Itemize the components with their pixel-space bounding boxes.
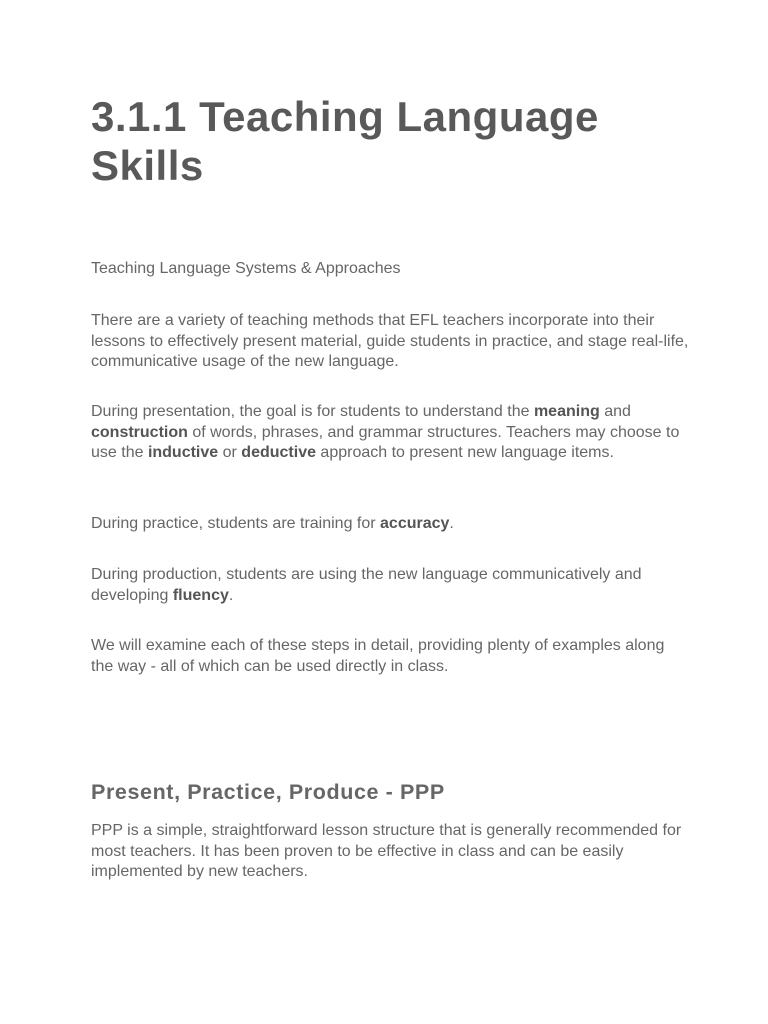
presentation-text: and (599, 403, 631, 420)
section-heading: Present, Practice, Produce - PPP (91, 780, 445, 804)
page-title: 3.1.1 Teaching Language Skills (91, 93, 599, 189)
term-inductive: inductive (147, 444, 219, 461)
term-accuracy: accuracy (380, 515, 450, 532)
practice-text: . (449, 515, 454, 532)
presentation-text: or (218, 444, 242, 461)
methods-paragraph: There are a variety of teaching methods that EFL teachers incorporate into their lessons to effectively present material, guide students in practice, and stage real-life, communicative usage of the new language. (91, 312, 689, 370)
presentation-text: approach to present new language items. (315, 444, 614, 461)
practice-paragraph (91, 514, 691, 535)
term-construction: construction (91, 423, 188, 441)
term-fluency: fluency (172, 586, 229, 604)
production-paragraph (91, 565, 691, 606)
ppp-paragraph: PPP is a simple, straightforward lesson structure that is generally recommended for most teachers. It has been proven to be effective in class and can be easily implemented by new teachers. (91, 822, 682, 880)
presentation-paragraph (91, 402, 691, 464)
production-text: During production, students are using the new language communicatively and developing (91, 566, 642, 604)
term-meaning: meaning (533, 403, 600, 420)
presentation-text: During presentation, the goal is for students to understand the (91, 403, 534, 420)
practice-text: During practice, students are training for (91, 515, 381, 532)
presentation-text: of words, phrases, and grammar structures. Teachers may choose to use the (91, 423, 680, 461)
examine-paragraph: We will examine each of these steps in detail, providing plenty of examples along the way - all of which can be used directly in class. (91, 637, 665, 675)
term-deductive: deductive (241, 444, 316, 461)
intro-paragraph: Teaching Language Systems & Approaches (91, 260, 401, 277)
production-text: . (228, 586, 234, 604)
